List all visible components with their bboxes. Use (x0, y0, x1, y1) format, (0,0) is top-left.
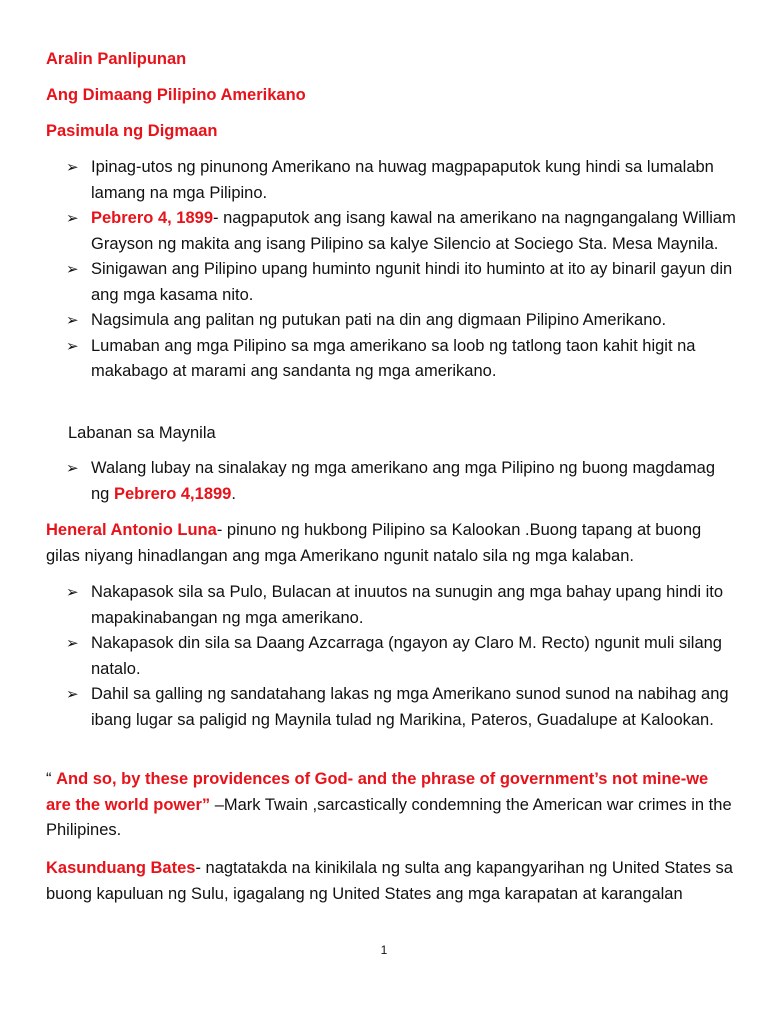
labanan-heading: Labanan sa Maynila (68, 424, 216, 442)
arrow-bullet-icon: ➢ (66, 159, 79, 176)
subject-heading: Aralin Panlipunan (46, 50, 187, 68)
arrow-bullet-icon: ➢ (66, 635, 79, 652)
section-heading: Pasimula ng Digmaan (46, 122, 218, 140)
arrow-bullet-icon: ➢ (66, 584, 79, 601)
arrow-bullet-icon: ➢ (66, 312, 79, 329)
labanan-bullet-list (66, 456, 736, 507)
list-item: ➢ Ipinag-utos ng pinunong Amerikano na huwag magpapaputok kung hindi sa lumalabn lamang na mga Pilipino. (66, 155, 736, 206)
list-item: ➢ Sinigawan ang Pilipino upang huminto ngunit hindi ito huminto at ito ay binaril gayun din ang mga kasama nito. (66, 257, 736, 308)
title-heading: Ang Dimaang Pilipino Amerikano (46, 86, 306, 104)
list-item: ➢ Dahil sa galling ng sandatahang lakas ng mga Amerikano sunod sunod na nabihag ang ibang lugar sa paligid ng Maynila tulad ng Marikina, Pateros, Guadalupe at Kalookan. (66, 682, 736, 733)
twain-quote: “ And so, by these providences of God- and the phrase of government’s not mine-we are the world power” –Mark Twain ,sarcastically condemning the American war crimes in the Philipines. (46, 770, 732, 839)
luna-paragraph: Heneral Antonio Luna- pinuno ng hukbong Pilipino sa Kalookan .Buong tapang at buong gilas niyang hinadlangan ang mga Amerikano ngunit natalo sila ng mga kalaban. (46, 521, 702, 565)
bates-name: Kasunduang Bates (46, 859, 196, 877)
date-highlight: Pebrero 4,1899 (113, 484, 232, 503)
list-item: ➢ Nagsimula ang palitan ng putukan pati na din ang digmaan Pilipino Amerikano. (66, 308, 736, 334)
arrow-bullet-icon: ➢ (66, 337, 79, 355)
luna-bullet-list (66, 580, 736, 733)
arrow-bullet-icon: ➢ (66, 261, 79, 278)
pasimula-bullet-list (66, 155, 736, 385)
list-item: ➢ Pebrero 4, 1899- nagpaputok ang isang kawal na amerikano na nagngangalang William Grayson ng makita ang isang Pilipino sa kalye Silencio at Sociego Sta. Mesa Maynila. (66, 206, 736, 257)
arrow-bullet-icon: ➢ (66, 460, 79, 477)
arrow-bullet-icon: ➢ (66, 686, 79, 703)
list-item: ➢ Nakapasok din sila sa Daang Azcarraga (ngayon ay Claro M. Recto) ngunit muli silang natalo. (66, 631, 736, 682)
page-number: 1 (380, 943, 388, 957)
date-highlight: Pebrero 4, 1899 (91, 209, 213, 227)
list-item: ➢ Walang lubay na sinalakay ng mga amerikano ang mga Pilipino ng buong magdamag ng Pebrero 4,1899. (66, 456, 736, 507)
luna-name: Heneral Antonio Luna (46, 521, 217, 539)
quote-highlight: And so, by these providences of God- and the phrase of government’s not mine-we are the world power” (46, 770, 709, 814)
list-item: ➢ Nakapasok sila sa Pulo, Bulacan at inuutos na sunugin ang mga bahay upang hindi ito mapakinabangan ng mga amerikano. (66, 580, 736, 631)
bates-paragraph: Kasunduang Bates- nagtatakda na kinikilala ng sulta ang kapangyarihan ng United States sa buong kapuluan ng Sulu, igagalang ng United States ang mga karapatan at karangalan (46, 859, 733, 903)
list-item: ➢ Lumaban ang mga Pilipino sa mga amerikano sa loob ng tatlong taon kahit higit na makabago at marami ang sandanta ng mga amerikano. (66, 334, 736, 385)
arrow-bullet-icon: ➢ (66, 210, 79, 227)
